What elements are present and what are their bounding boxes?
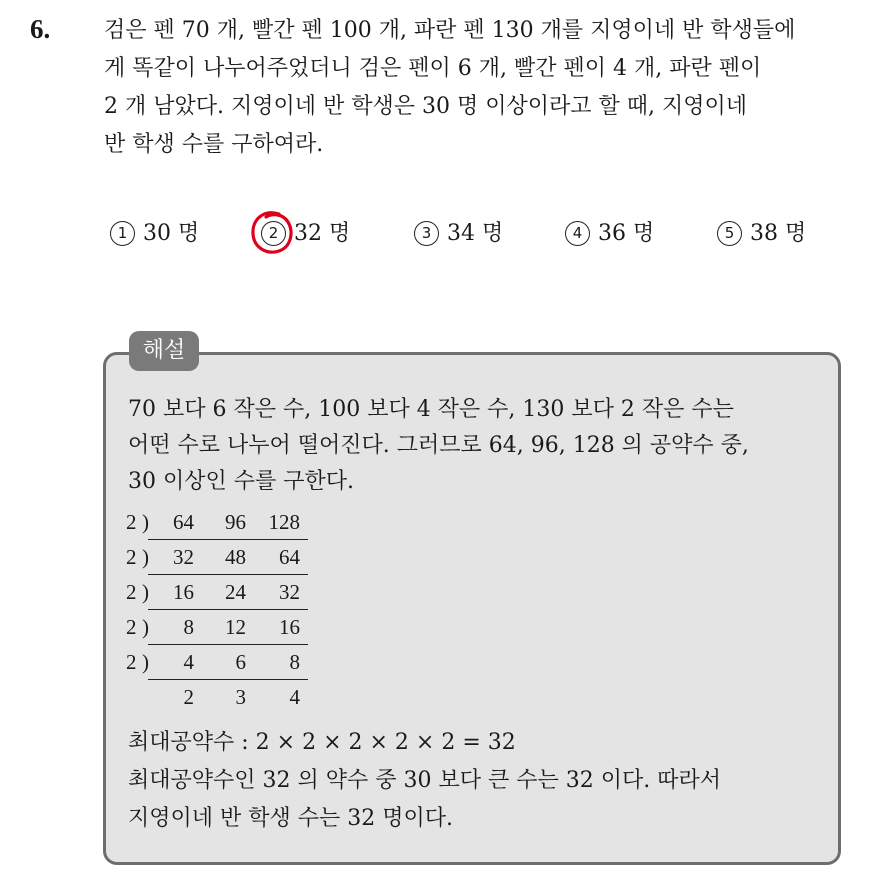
division-value: 12 bbox=[225, 615, 246, 639]
division-row: 2 ) 16 24 32 bbox=[126, 580, 316, 615]
choice-number-4: 4 bbox=[565, 221, 590, 246]
division-value: 48 bbox=[225, 545, 246, 569]
division-value: 32 bbox=[279, 580, 300, 604]
divisor: 2 bbox=[126, 580, 137, 604]
division-result: 3 bbox=[235, 685, 246, 709]
solution-line: 30 이상인 수를 구한다. bbox=[128, 469, 354, 494]
division-value: 96 bbox=[225, 510, 246, 534]
choice-number-3: 3 bbox=[414, 221, 439, 246]
division-value: 24 bbox=[225, 580, 246, 604]
solution-line: 70 보다 6 작은 수, 100 보다 4 작은 수, 130 보다 2 작은 수는 bbox=[128, 397, 734, 422]
division-result: 2 bbox=[183, 685, 194, 709]
division-value: 64 bbox=[173, 510, 194, 534]
question-line: 반 학생 수를 구하여라. bbox=[104, 132, 324, 157]
choice-label: 34 명 bbox=[447, 221, 504, 246]
question-text bbox=[104, 12, 864, 164]
choice-number-1: 1 bbox=[110, 221, 135, 246]
division-row: 2 ) 8 12 16 bbox=[126, 615, 316, 650]
division-value: 4 bbox=[183, 650, 194, 674]
choice-number-2: 2 bbox=[261, 221, 286, 246]
solution-line: 지영이네 반 학생 수는 32 명이다. bbox=[128, 806, 453, 831]
division-ladder bbox=[126, 510, 316, 720]
division-value: 64 bbox=[279, 545, 300, 569]
choice-3[interactable] bbox=[414, 216, 503, 247]
division-result-row bbox=[126, 685, 316, 720]
division-value: 128 bbox=[268, 510, 300, 534]
divisor: 2 bbox=[126, 510, 137, 534]
question-line: 검은 펜 70 개, 빨간 펜 100 개, 파란 펜 130 개를 지영이네 반 학생들에 bbox=[104, 18, 796, 43]
choice-label: 30 명 bbox=[143, 221, 200, 246]
choice-4[interactable] bbox=[565, 216, 654, 247]
division-row: 2 ) 4 6 8 bbox=[126, 650, 316, 685]
solution-line: 최대공약수인 32 의 약수 중 30 보다 큰 수는 32 이다. 따라서 bbox=[128, 768, 721, 793]
division-result: 4 bbox=[289, 685, 300, 709]
division-value: 16 bbox=[173, 580, 194, 604]
division-value: 8 bbox=[183, 615, 194, 639]
divisor: 2 bbox=[126, 650, 137, 674]
division-value: 6 bbox=[235, 650, 246, 674]
choice-5[interactable] bbox=[717, 216, 806, 247]
choice-label: 36 명 bbox=[598, 221, 655, 246]
solution-conclusion bbox=[128, 724, 721, 838]
solution-line: 어떤 수로 나누어 떨어진다. 그러므로 64, 96, 128 의 공약수 중, bbox=[128, 433, 749, 458]
question-line: 게 똑같이 나누어주었더니 검은 펜이 6 개, 빨간 펜이 4 개, 파란 펜이 bbox=[104, 56, 762, 81]
solution-tag: 해설 bbox=[129, 331, 199, 371]
divisor: 2 bbox=[126, 615, 137, 639]
division-row: 2 ) 32 48 64 bbox=[126, 545, 316, 580]
division-value: 8 bbox=[289, 650, 300, 674]
solution-intro bbox=[128, 392, 749, 500]
choice-label: 32 명 bbox=[294, 221, 351, 246]
choice-number-5: 5 bbox=[717, 221, 742, 246]
solution-line: 최대공약수 : 2 × 2 × 2 × 2 × 2 = 32 bbox=[128, 730, 516, 755]
divisor: 2 bbox=[126, 545, 137, 569]
choice-1[interactable] bbox=[110, 216, 199, 247]
question-number: 6. bbox=[30, 14, 51, 44]
question-line: 2 개 남았다. 지영이네 반 학생은 30 명 이상이라고 할 때, 지영이네 bbox=[104, 94, 747, 119]
answer-circle-mark bbox=[249, 208, 295, 258]
choice-label: 38 명 bbox=[750, 221, 807, 246]
division-value: 16 bbox=[279, 615, 300, 639]
division-row: 2 ) 64 96 128 bbox=[126, 510, 316, 545]
division-value: 32 bbox=[173, 545, 194, 569]
